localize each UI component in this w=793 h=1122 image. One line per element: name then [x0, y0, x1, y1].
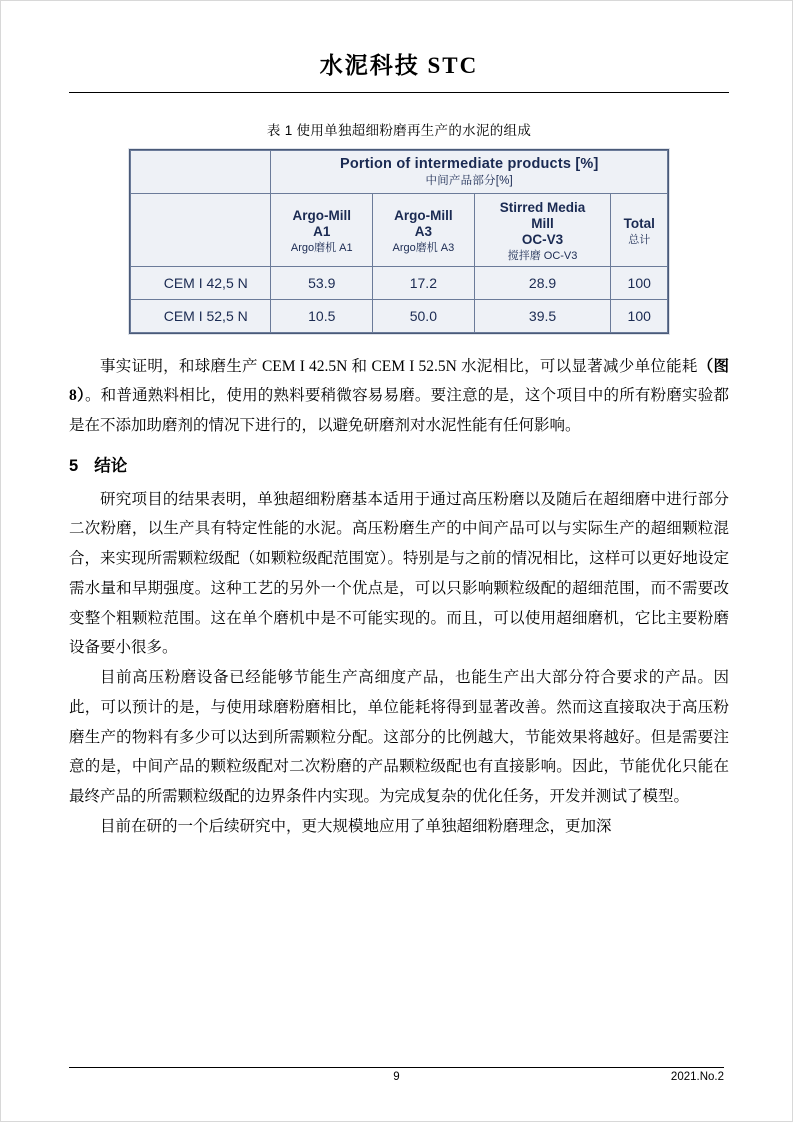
page-content [69, 31, 729, 1091]
cell-525-total: 100 [611, 299, 668, 332]
page-number: 9 [393, 1071, 400, 1083]
cell-525-a1: 10.5 [271, 299, 373, 332]
journal-title: 水泥科技 STC [319, 53, 479, 78]
col3-line1: Stirred Media [499, 200, 586, 215]
paragraph-4: 目前在研的一个后续研究中，更大规模地应用了单独超细粉磨理念，更加深 [100, 817, 612, 835]
col1-cn: Argo磨机 A1 [290, 241, 353, 254]
table-caption: 表 1 使用单独超细粉磨再生产的水泥的组成 [266, 123, 532, 138]
column-header-a3 [373, 194, 475, 267]
col3-line2: Mill [531, 215, 554, 231]
footer-divider [69, 1067, 724, 1068]
cell-525-a3: 50.0 [373, 299, 475, 332]
table-header-row-columns [131, 194, 668, 267]
col2-line1: Argo-Mill [394, 207, 453, 223]
page-footer [69, 1067, 724, 1083]
cell-425-a3: 17.2 [373, 266, 475, 299]
table-row [131, 299, 668, 332]
group-header-cell [271, 151, 668, 194]
cell-525-ocv3: 39.5 [474, 299, 611, 332]
section-heading-conclusion [69, 451, 729, 483]
col3-cn: 搅拌磨 OC-V3 [507, 249, 578, 262]
group-header-cn: 中间产品部分[%] [425, 175, 513, 187]
cell-425-ocv3: 28.9 [474, 266, 611, 299]
col1-line1: Argo-Mill [292, 207, 351, 223]
col1-line2: A1 [313, 223, 331, 239]
body-text [69, 352, 729, 842]
cell-425-a1: 53.9 [271, 266, 373, 299]
footer-row [69, 1071, 724, 1083]
section-number: 5 [69, 456, 79, 475]
para1-part2: 。和普通熟料相比，使用的熟料要稍微容易易磨。要注意的是，这个项目中的所有粉磨实验都是在不添加助磨剂的情况下进行的，以避免研磨剂对水泥性能有任何影响。 [69, 387, 729, 435]
row-label-cem425: CEM I 42,5 N [131, 266, 271, 299]
col2-line2: A3 [414, 223, 432, 239]
row-label-cem525: CEM I 52,5 N [131, 299, 271, 332]
corner-cell [131, 151, 271, 194]
section-title: 结论 [94, 456, 128, 475]
table-element [130, 150, 668, 333]
composition-table [129, 149, 669, 334]
col3-line3: OC-V3 [521, 231, 564, 247]
page-header [69, 31, 729, 93]
group-header-en: Portion of intermediate products [%] [339, 156, 599, 172]
table-header-row-group [131, 151, 668, 194]
column-header-a1 [271, 194, 373, 267]
column-header-ocv3 [474, 194, 611, 267]
figure-reference: （图 8） [69, 357, 729, 405]
table-row [131, 266, 668, 299]
header-divider [69, 92, 729, 93]
col2-cn: Argo磨机 A3 [392, 241, 455, 254]
col4-cn: 总计 [628, 233, 651, 246]
corner-cell-2 [131, 194, 271, 267]
para1-part1: 事实证明，和球磨生产 CEM I 42.5N 和 CEM I 52.5N 水泥相比，可以显著减少单位能耗 [100, 357, 698, 375]
paragraph-2: 研究项目的结果表明，单独超细粉磨基本适用于通过高压粉磨以及随后在超细磨中进行部分二次粉磨，以生产具有特定性能的水泥。高压粉磨生产的中间产品可以与实际生产的超细颗粒混合，来实现所需颗粒级配（如颗粒级配范围宽）。特别是与之前的情况相比，这样可以更好地设定需水量和早期强度。这种工艺的另外一个优点是，可以只影响颗粒级配的超细范围，而不需要改变整个粗颗粒范围。这在单个磨机中是不可能实现的。而且，可以使用超细磨机，它比主要粉磨设备要小很多。 [69, 490, 729, 657]
issue-label: 2021.No.2 [670, 1071, 724, 1083]
paragraph-1 [69, 352, 729, 441]
paragraph-3: 目前高压粉磨设备已经能够节能生产高细度产品，也能生产出大部分符合要求的产品。因此，可以预计的是，与使用球磨粉磨相比，单位能耗将得到显著改善。然而这直接取决于高压粉磨生产的物料有多少可以达到所需颗粒分配。这部分的比例越大，节能效果将越好。但是需要注意的是，中间产品的颗粒级配对二次粉磨的产品颗粒级配也有直接影响。因此，节能优化只能在最终产品的所需颗粒级配的边界条件内实现。为完成复杂的优化任务，开发并测试了模型。 [69, 669, 729, 806]
col4-line1: Total [623, 215, 655, 231]
column-header-total [611, 194, 668, 267]
cell-425-total: 100 [611, 266, 668, 299]
